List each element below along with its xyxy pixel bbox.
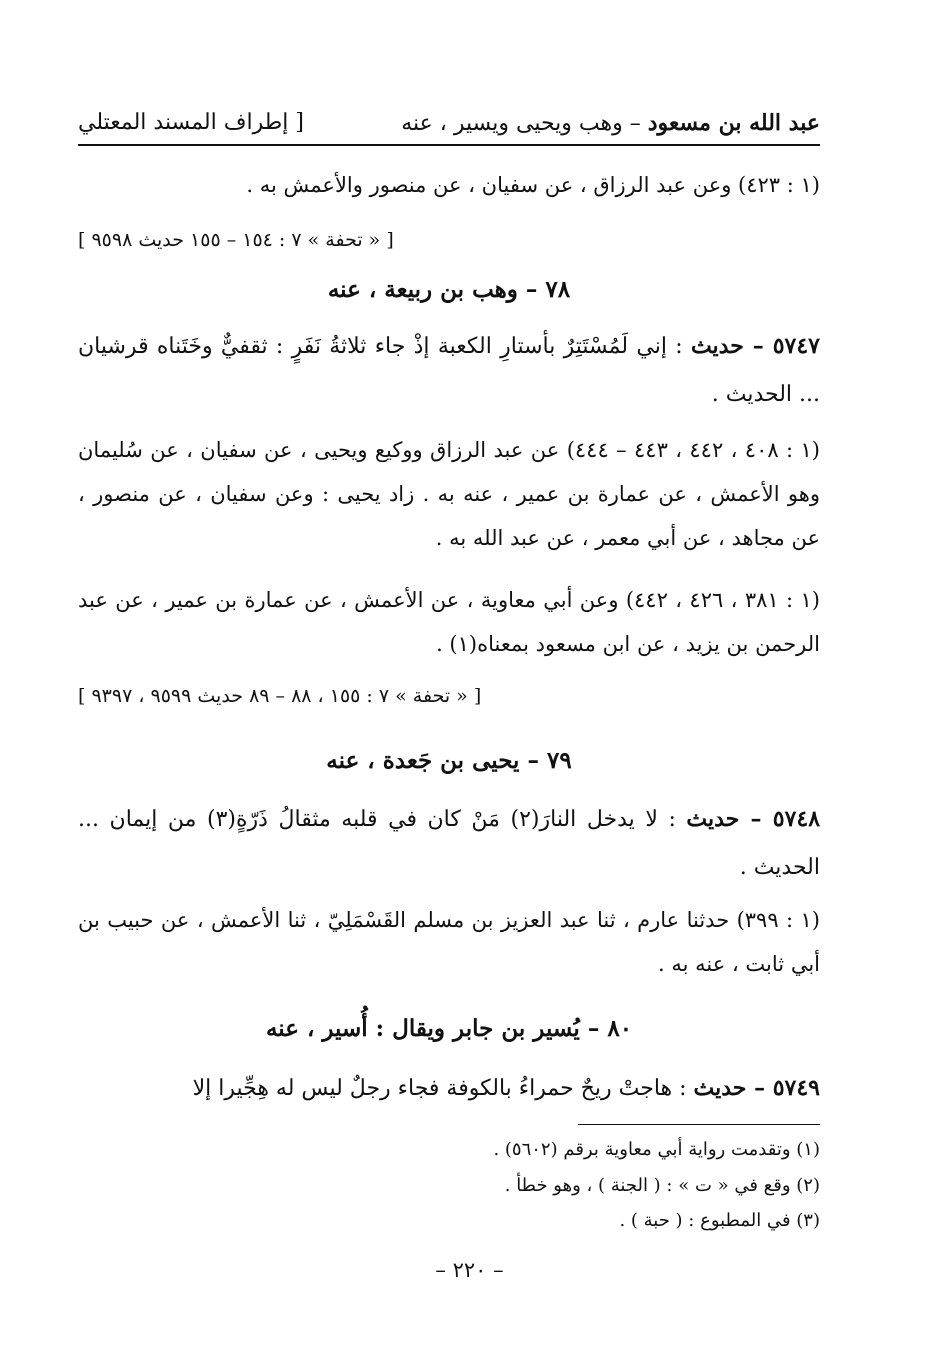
footnote: (٣) في المطبوع : ( حبة ) . [619,1210,820,1231]
source-line: (١ : ٣٩٩) حدثنا عارم ، ثنا عبد العزيز بن مسلم القَسْمَلِيّ ، ثنا الأعمش ، عن حبيب بن أبي ثابت ، عنه به . [78,908,820,976]
tuhfa-reference: [ « تحفة » ٧ : ١٥٤ – ١٥٥ حديث ٩٥٩٨ ] [78,229,394,251]
section-heading: ٧٩ – يحيى بن جَعدة ، عنه [326,747,572,774]
hadith-number: ٥٧٤٩ – حديث [693,1075,820,1101]
page-number: – ٢٢٠ – [435,1258,504,1282]
running-header [78,108,820,146]
hadith-entry [78,1064,820,1113]
footnote: (٢) وقع في « ت » : ( الجنة ) ، وهو خطأ . [504,1175,820,1196]
hadith-text: : لا يدخل النارَ(٢) مَنْ كان في قلبه مثقالُ ذَرّةٍ(٣) من إيمان ... الحديث . [78,807,820,880]
header-right [401,110,820,136]
header-right-title: عبد الله بن مسعود [647,110,820,136]
header-right-rest: – وهب ويحيى ويسير ، عنه [401,111,648,136]
section-heading: ٧٨ – وهب بن ربيعة ، عنه [327,276,571,303]
footnote-separator [578,1124,820,1125]
source-line: (١ : ٤٢٣) وعن عبد الرزاق ، عن سفيان ، عن منصور والأعمش به . [246,173,820,197]
footnote: (١) وتقدمت رواية أبي معاوية برقم (٥٦٠٢) . [493,1139,820,1160]
header-left-title: [ إطراف المسند المعتلي [78,110,304,135]
source-line: (١ : ٤٠٨ ، ٤٤٢ ، ٤٤٣ – ٤٤٤) عن عبد الرزاق ووكيع ويحيى ، عن سفيان ، عن سُليمان وهو الأعمش ، عن عمارة بن عمير ، عنه به . زاد يحيى : وعن سفيان ، عن منصور ، عن مجاهد ، عن أبي معمر ، عن عبد الله به . [78,438,820,550]
hadith-entry [78,322,820,419]
tuhfa-reference: [ « تحفة » ٧ : ١٥٥ ، ٨٨ – ٨٩ حديث ٩٥٩٩ ، ٩٣٩٧ ] [78,685,482,707]
hadith-number: ٥٧٤٧ – حديث [690,333,820,359]
source-line: (١ : ٣٨١ ، ٤٢٦ ، ٤٤٢) وعن أبي معاوية ، عن الأعمش ، عن عمارة بن عمير ، عن عبد الرحمن بن يزيد ، عن ابن مسعود بمعناه(١) . [78,588,820,656]
hadith-entry [78,795,820,892]
section-heading: ٨٠ – يُسير بن جابر ويقال : أُسير ، عنه [265,1015,633,1042]
hadith-text: : إني لَمُسْتَتِرٌ بأستارِ الكعبة إذْ جاء ثلاثةُ نَفَرٍ : ثقفيٌّ وخَتَناه قرشيان ... الحديث . [78,334,820,407]
hadith-number: ٥٧٤٨ – حديث [686,806,821,832]
hadith-text: : هاجتْ ريحٌ حمراءُ بالكوفة فجاء رجلٌ ليس له هِجِّيرا إلا [192,1076,694,1101]
